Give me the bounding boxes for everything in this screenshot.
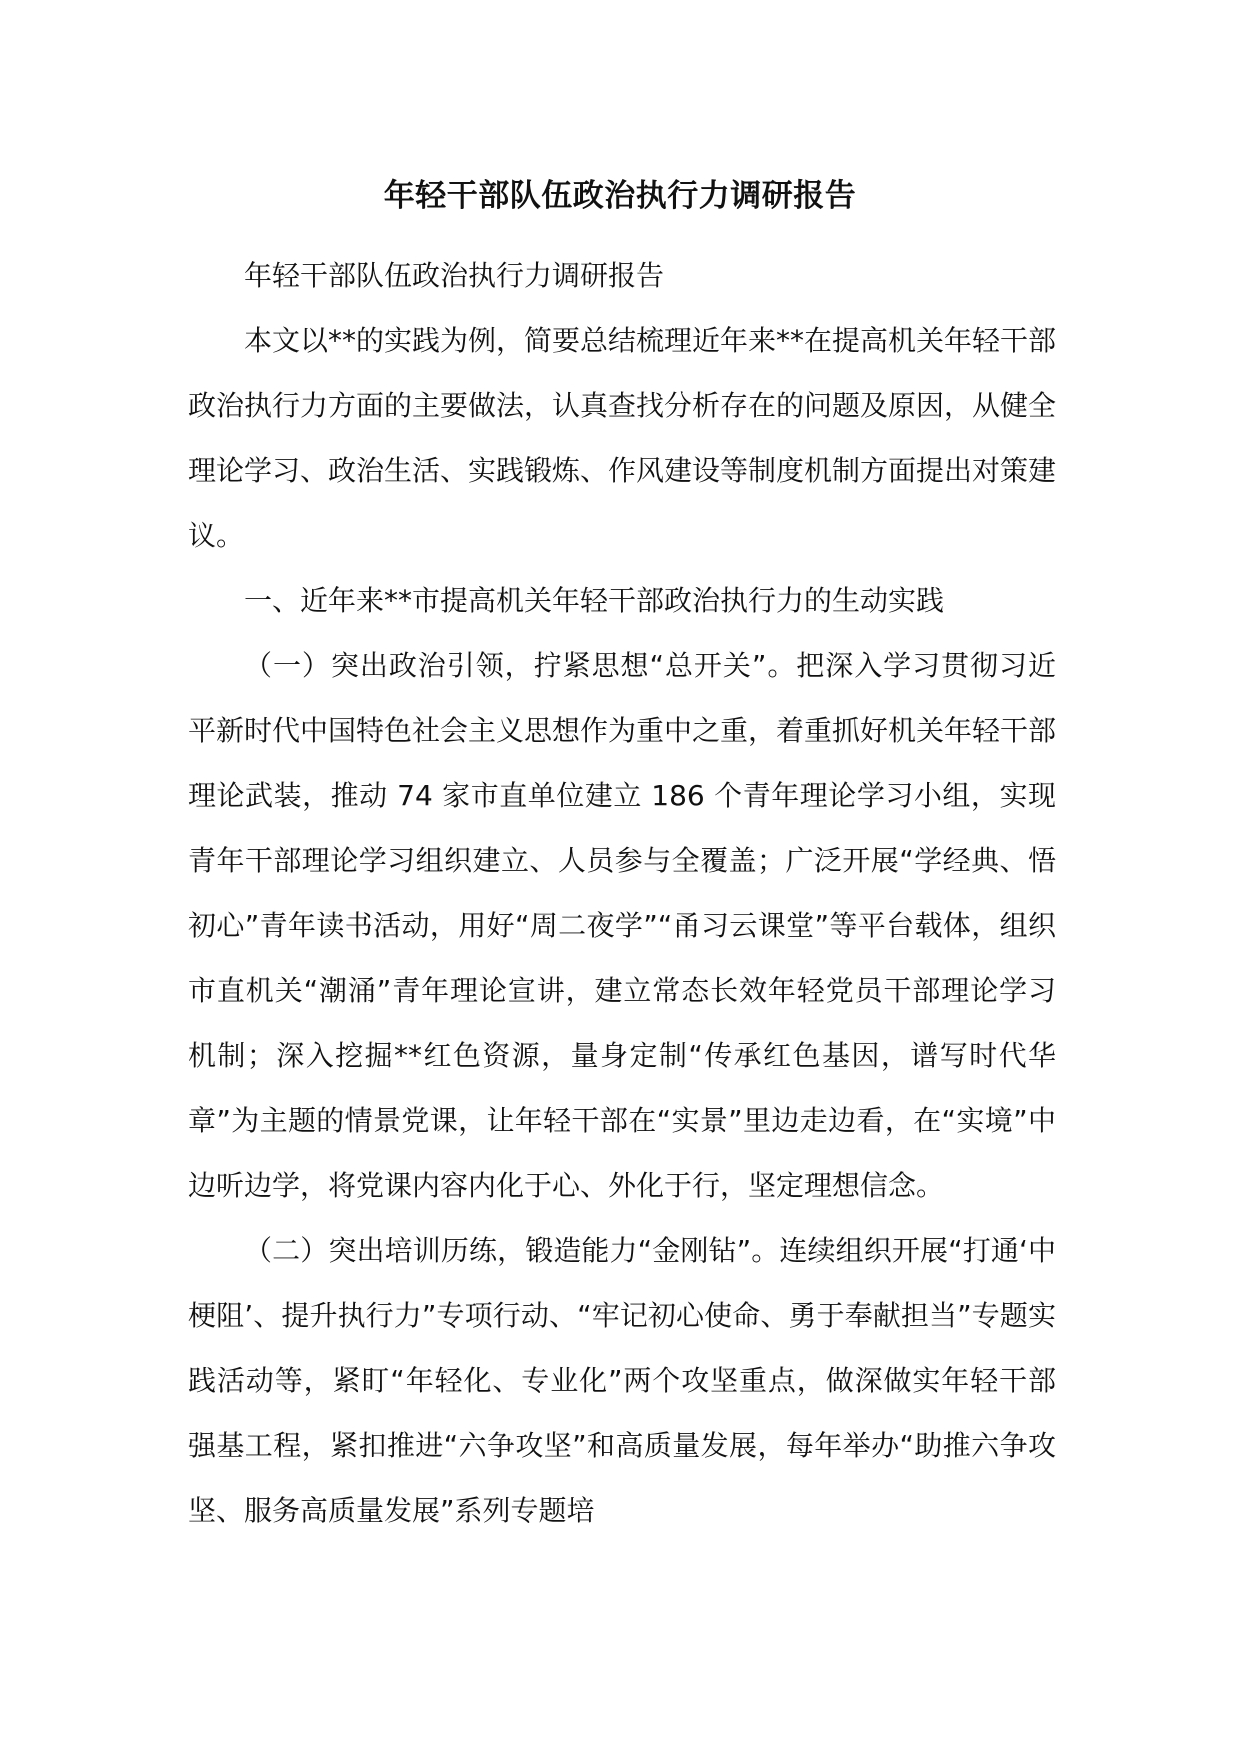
body-paragraph: （一）突出政治引领，拧紧思想“总开关”。把深入学习贯彻习近平新时代中国特色社会主义思想作为重中之重，着重抓好机关年轻干部理论武装，推动 74 家市直单位建立 186 个青年理论学习小组，实现青年干部理论学习组织建立、人员参与全覆盖；广泛开展“学经典、悟初心”青年读书活动，用好“周二夜学”“甬习云课堂”等平台载体，组织市直机关“潮涌”青年理论宣讲，建立常态长效年轻党员干部理论学习机制；深入挖掘**红色资源，量身定制“传承红色基因，谱写时代华章”为主题的情景党课，让年轻干部在“实景”里边走边看，在“实境”中边听边学，将党课内容内化于心、外化于行，坚定理想信念。: [188, 649, 1057, 1202]
document-title: 年轻干部队伍政治执行力调研报告: [383, 178, 857, 214]
body-paragraph: （二）突出培训历练，锻造能力“金刚钻”。连续组织开展“打通‘中梗阻’、提升执行力”专项行动、“牢记初心使命、勇于奉献担当”专题实践活动等，紧盯“年轻化、专业化”两个攻坚重点，做深做实年轻干部强基工程，紧扣推进“六争攻坚”和高质量发展，每年举办“助推六争攻坚、服务高质量发展”系列专题培: [188, 1234, 1056, 1527]
section-heading: 一、近年来**市提高机关年轻干部政治执行力的生动实践: [244, 584, 945, 617]
subtitle-paragraph: 年轻干部队伍政治执行力调研报告: [244, 259, 665, 292]
abstract-paragraph: 本文以**的实践为例，简要总结梳理近年来**在提高机关年轻干部政治执行力方面的主要做法，认真查找分析存在的问题及原因，从健全理论学习、政治生活、实践锻炼、作风建设等制度机制方面提出对策建议。: [188, 324, 1057, 552]
document-body: [188, 243, 1056, 1543]
